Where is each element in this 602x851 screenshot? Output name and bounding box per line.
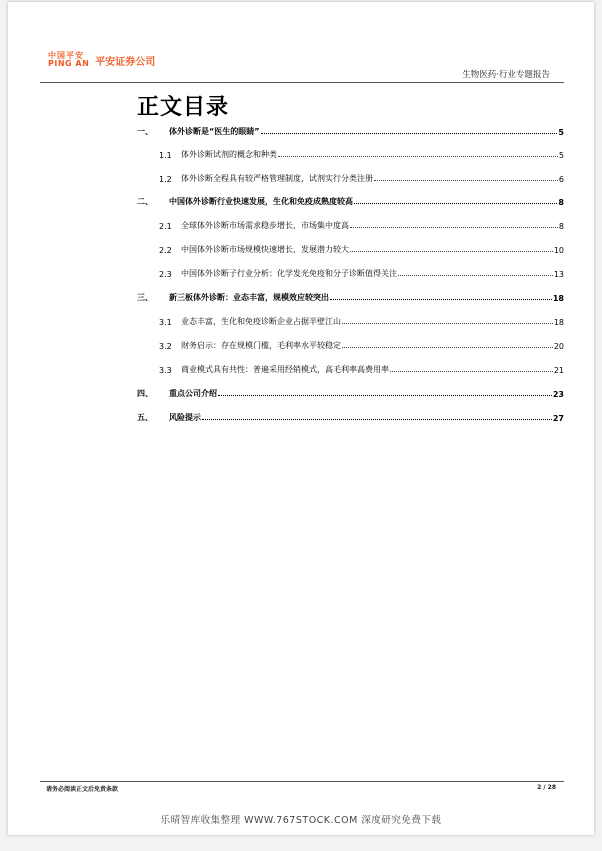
footer-disclaimer: 请务必阅读正文后免责条款: [46, 786, 119, 793]
footer-divider: [40, 781, 564, 782]
logo-mark: [48, 52, 89, 69]
toc-title: 中国体外诊断市场规模快速增长，发展潜力较大: [181, 245, 349, 254]
logo-en-text: PING AN: [48, 59, 90, 69]
toc-number: 3.2: [159, 342, 172, 351]
toc-title: 商业模式具有共性：普遍采用经销模式，高毛利率高费用率: [181, 365, 389, 374]
toc-section[interactable]: [137, 123, 564, 137]
watermark-text: 乐晴智库收集整理 WWW.767STOCK.COM 深度研究免费下载: [160, 815, 442, 826]
toc-page-number: 8: [558, 222, 564, 231]
toc-page-number: 5: [558, 128, 564, 137]
toc-subsection[interactable]: [137, 146, 564, 160]
toc-title: 新三板体外诊断：业态丰富，规模效应较突出: [169, 293, 329, 302]
toc-subsection[interactable]: [137, 217, 564, 231]
toc-section[interactable]: [137, 289, 564, 303]
toc-number: 四、: [137, 389, 153, 398]
company-name: 平安证券公司: [95, 56, 156, 68]
toc-leader-dots: [342, 323, 553, 324]
toc-page-number: 27: [552, 414, 564, 423]
toc-number: 五、: [137, 413, 153, 422]
toc-title: 业态丰富，生化和免疫诊断企业占据半壁江山: [181, 317, 341, 326]
toc-title: 重点公司介绍: [169, 389, 217, 398]
toc-subsection[interactable]: [137, 313, 564, 327]
toc-section[interactable]: [137, 409, 564, 423]
toc-leader-dots: [278, 156, 558, 157]
toc-leader-dots: [374, 180, 558, 181]
toc-number: 1.1: [159, 151, 172, 160]
toc-page-number: 18: [553, 318, 564, 327]
toc-number: 二、: [137, 197, 153, 206]
toc-page-number: 5: [558, 151, 564, 160]
toc-title: 中国体外诊断子行业分析：化学发光免疫和分子诊断值得关注: [181, 269, 397, 278]
toc-page-number: 20: [553, 342, 564, 351]
toc-leader-dots: [354, 203, 557, 204]
toc-number: 2.2: [159, 246, 172, 255]
pingan-logo: [48, 52, 155, 69]
report-type: 生物医药·行业专题报告: [462, 70, 550, 80]
header-divider: [40, 82, 564, 83]
toc-leader-dots: [202, 419, 552, 420]
toc-page-number: 8: [558, 198, 564, 207]
toc-leader-dots: [342, 347, 553, 348]
toc-page-number: 13: [553, 270, 564, 279]
footer-page-number: 2 / 28: [537, 784, 556, 791]
toc-title: 体外诊断全程具有较严格管理制度，试剂实行分类注册: [181, 174, 373, 183]
toc-leader-dots: [218, 395, 552, 396]
toc-leader-dots: [350, 251, 553, 252]
toc-section[interactable]: [137, 385, 564, 399]
page-title: 正文目录: [137, 95, 230, 120]
toc-subsection[interactable]: [137, 361, 564, 375]
toc-page-number: 21: [553, 366, 564, 375]
toc-title: 财务启示：存在规模门槛，毛利率水平较稳定: [181, 341, 341, 350]
toc-subsection[interactable]: [137, 241, 564, 255]
toc-number: 2.3: [159, 270, 172, 279]
toc-leader-dots: [398, 275, 553, 276]
toc-title: 全球体外诊断市场需求稳步增长，市场集中度高: [181, 221, 349, 230]
toc-number: 3.1: [159, 318, 172, 327]
toc-title: 中国体外诊断行业快速发展，生化和免疫成熟度较高: [169, 197, 353, 206]
toc-leader-dots: [261, 133, 558, 134]
toc-subsection[interactable]: [137, 170, 564, 184]
toc-page-number: 18: [552, 294, 564, 303]
toc-number: 一、: [137, 127, 153, 136]
toc-number: 2.1: [159, 222, 172, 231]
toc-subsection[interactable]: [137, 265, 564, 279]
toc-title: 体外诊断是“医生的眼睛”: [169, 127, 260, 136]
toc-subsection[interactable]: [137, 337, 564, 351]
toc-page-number: 10: [553, 246, 564, 255]
toc-leader-dots: [330, 299, 552, 300]
logo-cn-text: 中国平安: [48, 51, 84, 60]
toc-number: 三、: [137, 293, 153, 302]
toc-number: 3.3: [159, 366, 172, 375]
toc-leader-dots: [390, 371, 553, 372]
toc-section[interactable]: [137, 193, 564, 207]
toc-page-number: 23: [552, 390, 564, 399]
toc-number: 1.2: [159, 175, 172, 184]
toc-page-number: 6: [558, 175, 564, 184]
toc-leader-dots: [350, 227, 558, 228]
toc-title: 体外诊断试剂的概念和种类: [181, 150, 277, 159]
toc-title: 风险提示: [169, 413, 201, 422]
